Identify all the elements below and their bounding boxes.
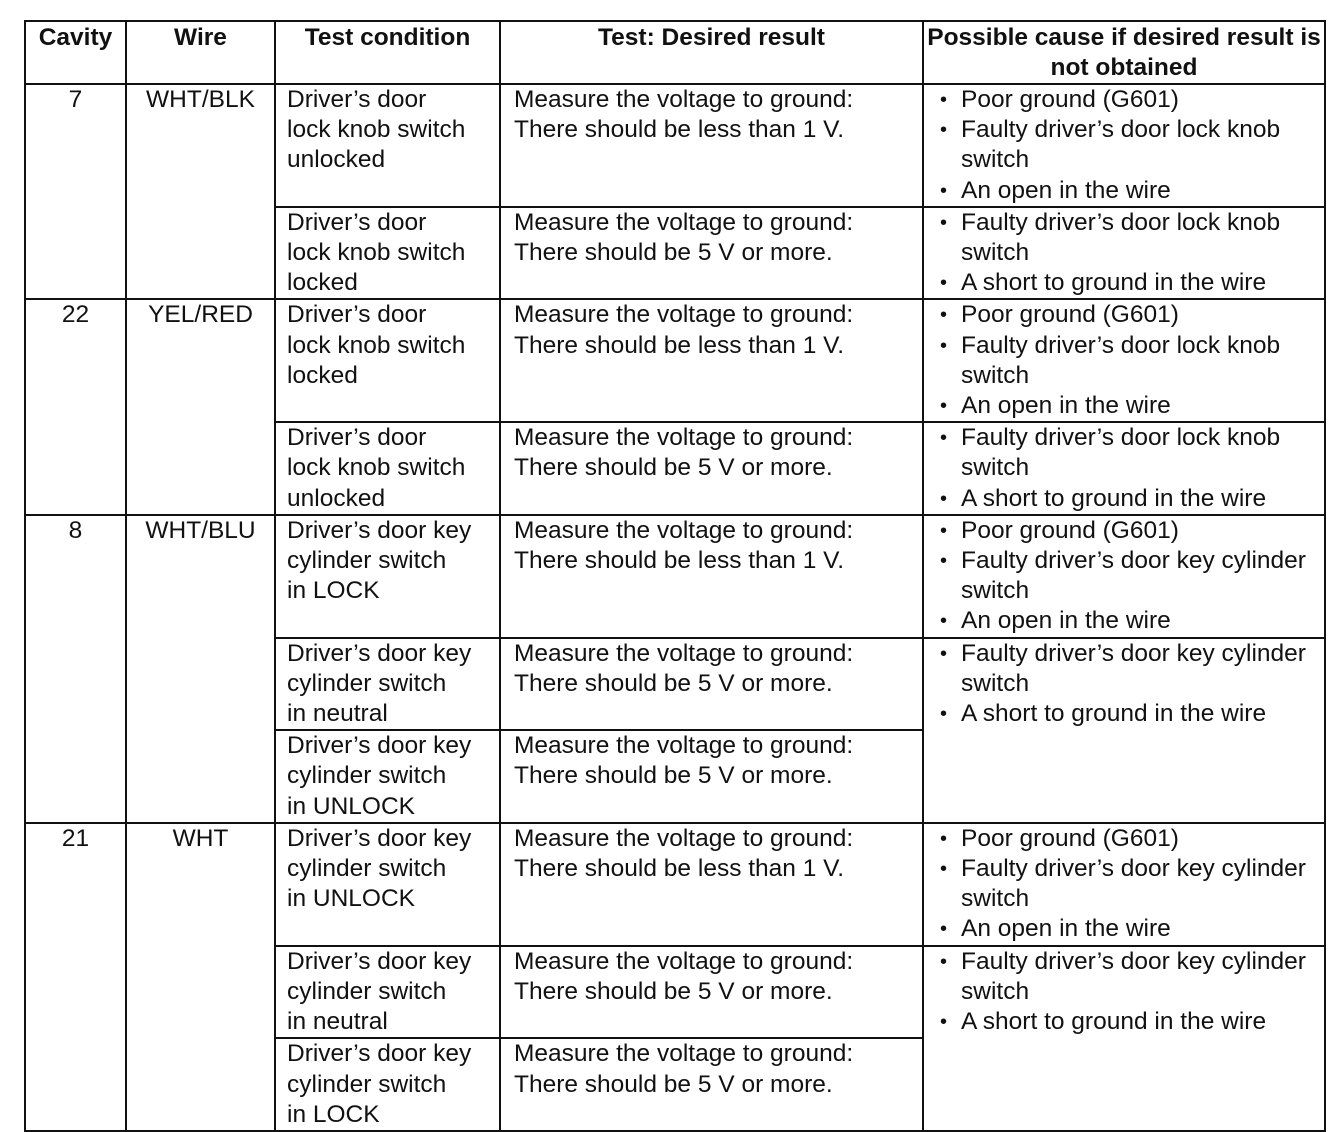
- test-condition-cell: Driver’s door key cylinder switch in UNLOCK: [275, 730, 500, 823]
- list-item: • Poor ground (G601): [938, 824, 1324, 854]
- test-condition-cell: Driver’s door lock knob switch unlocked: [275, 84, 500, 207]
- diagnostic-table: [24, 20, 1326, 1132]
- desired-result-cell: Measure the voltage to ground: There should be less than 1 V.: [500, 823, 923, 946]
- table-row: [25, 84, 1325, 207]
- desired-result-cell: Measure the voltage to ground: There should be 5 V or more.: [500, 422, 923, 515]
- test-condition-cell: Driver’s door key cylinder switch in LOCK: [275, 515, 500, 638]
- list-item: • A short to ground in the wire: [938, 699, 1324, 729]
- list-item: • Faulty driver’s door key cylinder switch: [938, 639, 1324, 699]
- wire-cell: WHT/BLU: [126, 515, 275, 823]
- list-item: • A short to ground in the wire: [938, 268, 1324, 298]
- header-wire: Wire: [126, 21, 275, 84]
- wire-cell: WHT/BLK: [126, 84, 275, 299]
- list-item: • Faulty driver’s door key cylinder switch: [938, 854, 1324, 914]
- test-condition-cell: Driver’s door key cylinder switch in neutral: [275, 638, 500, 731]
- test-condition-cell: Driver’s door lock knob switch locked: [275, 299, 500, 422]
- desired-result-cell: Measure the voltage to ground: There should be 5 V or more.: [500, 946, 923, 1039]
- cavity-cell: 21: [25, 823, 126, 1131]
- cavity-cell: 22: [25, 299, 126, 514]
- possible-cause-cell: [923, 946, 1325, 1131]
- cavity-cell: 8: [25, 515, 126, 823]
- desired-result-cell: Measure the voltage to ground: There should be 5 V or more.: [500, 638, 923, 731]
- header-possible-cause: Possible cause if desired result is not obtained: [923, 21, 1325, 84]
- test-condition-cell: Driver’s door key cylinder switch in UNLOCK: [275, 823, 500, 946]
- possible-cause-cell: [923, 84, 1325, 207]
- wire-cell: YEL/RED: [126, 299, 275, 514]
- header-cavity: Cavity: [25, 21, 126, 84]
- possible-cause-cell: [923, 823, 1325, 946]
- list-item: • Faulty driver’s door key cylinder switch: [938, 546, 1324, 606]
- possible-cause-cell: [923, 207, 1325, 300]
- test-condition-cell: Driver’s door key cylinder switch in LOCK: [275, 1038, 500, 1131]
- desired-result-cell: Measure the voltage to ground: There should be 5 V or more.: [500, 1038, 923, 1131]
- possible-cause-cell: [923, 638, 1325, 823]
- possible-cause-cell: [923, 422, 1325, 515]
- table-row: [25, 823, 1325, 946]
- header-test-condition: Test condition: [275, 21, 500, 84]
- table-row: [25, 515, 1325, 638]
- list-item: • Poor ground (G601): [938, 85, 1324, 115]
- desired-result-cell: Measure the voltage to ground: There should be 5 V or more.: [500, 730, 923, 823]
- list-item: • A short to ground in the wire: [938, 484, 1324, 514]
- list-item: • Faulty driver’s door lock knob switch: [938, 423, 1324, 483]
- troubleshooting-document: [24, 20, 1324, 1132]
- desired-result-cell: Measure the voltage to ground: There should be 5 V or more.: [500, 207, 923, 300]
- desired-result-cell: Measure the voltage to ground: There should be less than 1 V.: [500, 299, 923, 422]
- list-item: • An open in the wire: [938, 606, 1324, 636]
- test-condition-cell: Driver’s door lock knob switch locked: [275, 207, 500, 300]
- wire-cell: WHT: [126, 823, 275, 1131]
- cavity-cell: 7: [25, 84, 126, 299]
- test-condition-cell: Driver’s door lock knob switch unlocked: [275, 422, 500, 515]
- list-item: • Faulty driver’s door lock knob switch: [938, 115, 1324, 175]
- possible-cause-cell: [923, 299, 1325, 422]
- possible-cause-cell: [923, 515, 1325, 638]
- header-desired-result: Test: Desired result: [500, 21, 923, 84]
- desired-result-cell: Measure the voltage to ground: There should be less than 1 V.: [500, 84, 923, 207]
- list-item: • An open in the wire: [938, 914, 1324, 944]
- table-row: [25, 299, 1325, 422]
- test-condition-cell: Driver’s door key cylinder switch in neutral: [275, 946, 500, 1039]
- list-item: • A short to ground in the wire: [938, 1007, 1324, 1037]
- list-item: • An open in the wire: [938, 391, 1324, 421]
- header-row: [25, 21, 1325, 84]
- list-item: • Poor ground (G601): [938, 516, 1324, 546]
- list-item: • Faulty driver’s door key cylinder switch: [938, 947, 1324, 1007]
- list-item: • Faulty driver’s door lock knob switch: [938, 208, 1324, 268]
- list-item: • An open in the wire: [938, 176, 1324, 206]
- desired-result-cell: Measure the voltage to ground: There should be less than 1 V.: [500, 515, 923, 638]
- list-item: • Poor ground (G601): [938, 300, 1324, 330]
- list-item: • Faulty driver’s door lock knob switch: [938, 331, 1324, 391]
